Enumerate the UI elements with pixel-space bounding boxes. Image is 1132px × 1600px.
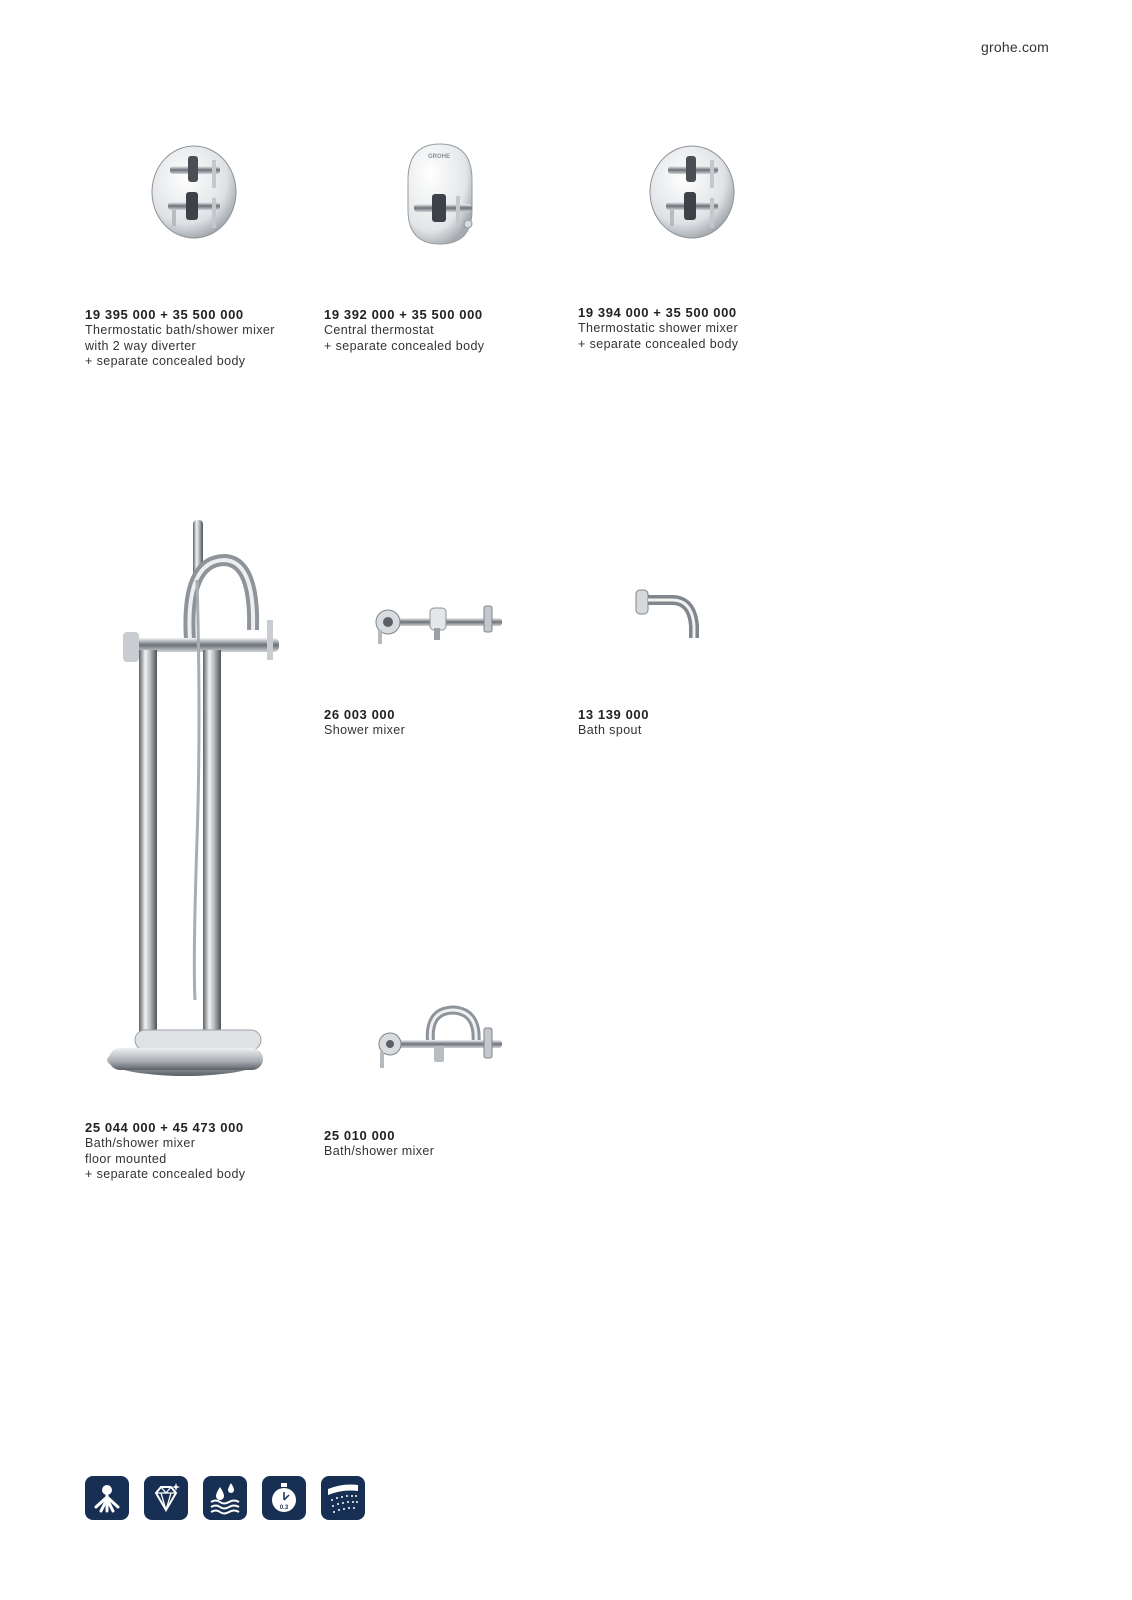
product-code: 19 395 000 + 35 500 000 [85, 307, 244, 322]
product-image-floor-mounted-mixer [105, 520, 285, 1095]
product-desc-line: + separate concealed body [578, 336, 739, 351]
timer-value: 0.3 [279, 1505, 289, 1511]
site-url[interactable]: grohe.com [981, 39, 1049, 55]
product-code: 25 044 000 + 45 473 000 [85, 1120, 244, 1135]
product-desc-line: Bath/shower mixer [85, 1136, 196, 1150]
product-desc-line: Central thermostat [324, 323, 435, 337]
product-desc-line: + separate concealed body [85, 1167, 246, 1181]
product-desc-line: + separate concealed body [324, 338, 485, 353]
product-image-shower-mixer [372, 592, 512, 652]
product-image-central-thermostat [402, 140, 502, 250]
product-desc-line: Bath/shower mixer [324, 1144, 435, 1158]
product-desc-line: Thermostatic shower mixer [578, 321, 739, 335]
product-code: 19 392 000 + 35 500 000 [324, 307, 483, 322]
product-image-thermostat-2-handles [150, 140, 250, 250]
product-code: 26 003 000 [324, 707, 396, 722]
grohe-starlight-icon [85, 1476, 129, 1520]
diamond-icon [144, 1476, 188, 1520]
product-desc-line: Thermostatic bath/shower mixer [85, 323, 275, 337]
product-desc-line: with 2 way diverter [85, 338, 197, 353]
timer-icon [262, 1476, 306, 1520]
water-saving-icon [203, 1476, 247, 1520]
product-code: 19 394 000 + 35 500 000 [578, 305, 737, 320]
product-desc-line: floor mounted [85, 1151, 167, 1166]
product-image-bath-shower-mixer [376, 1002, 506, 1084]
product-desc-line: + separate concealed body [85, 354, 246, 368]
product-desc-line: Bath spout [578, 723, 642, 737]
brand-logo: GROHE [427, 154, 451, 160]
product-code: 25 010 000 [324, 1128, 396, 1143]
product-desc-line: Shower mixer [324, 723, 406, 737]
product-code: 13 139 000 [578, 707, 650, 722]
product-image-bath-spout [632, 586, 712, 646]
product-image-thermostat-shower [648, 140, 748, 250]
feature-icons [85, 1476, 365, 1520]
rain-shower-icon [321, 1476, 365, 1520]
